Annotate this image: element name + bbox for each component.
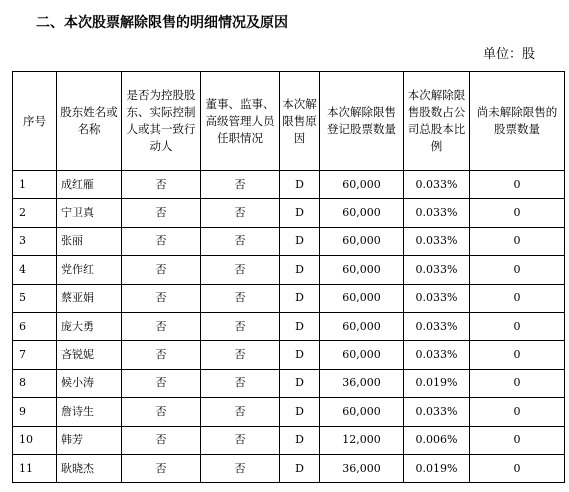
cell-reason: D [280, 199, 320, 227]
table-row [13, 199, 565, 227]
cell-ratio: 0.033% [404, 284, 470, 312]
header-name-label: 股东姓名或名称 [60, 105, 118, 136]
cell-ratio: 0.006% [404, 426, 470, 454]
cell-officer: 否 [201, 312, 280, 340]
table-row [13, 369, 565, 397]
table-row [13, 454, 565, 482]
cell-name: 耿晓杰 [57, 454, 122, 482]
table-row [13, 312, 565, 340]
cell-count: 36,000 [320, 454, 404, 482]
cell-reason: D [280, 227, 320, 255]
cell-controller: 否 [122, 171, 201, 199]
cell-controller: 否 [122, 369, 201, 397]
cell-count: 36,000 [320, 369, 404, 397]
cell-ratio: 0.033% [404, 227, 470, 255]
header-ratio-label: 本次解除限售股数占公司总股本比例 [407, 88, 466, 153]
cell-officer: 否 [201, 398, 280, 426]
cell-controller: 否 [122, 312, 201, 340]
header-name [57, 72, 122, 171]
cell-name: 党作红 [57, 256, 122, 284]
cell-reason: D [280, 454, 320, 482]
cell-reason: D [280, 369, 320, 397]
header-count [320, 72, 404, 171]
cell-seq: 8 [13, 369, 57, 397]
cell-controller: 否 [122, 341, 201, 369]
cell-controller: 否 [122, 454, 201, 482]
cell-officer: 否 [201, 256, 280, 284]
cell-ratio: 0.033% [404, 312, 470, 340]
cell-name: 候小涛 [57, 369, 122, 397]
cell-officer: 否 [201, 426, 280, 454]
cell-remaining: 0 [470, 256, 565, 284]
cell-seq: 9 [13, 398, 57, 426]
cell-count: 60,000 [320, 199, 404, 227]
cell-seq: 1 [13, 171, 57, 199]
cell-officer: 否 [201, 171, 280, 199]
cell-officer: 否 [201, 454, 280, 482]
table-header [13, 72, 565, 171]
cell-officer: 否 [201, 284, 280, 312]
cell-seq: 10 [13, 426, 57, 454]
cell-name: 韩芳 [57, 426, 122, 454]
table-row [13, 284, 565, 312]
table-row [13, 426, 565, 454]
cell-count: 60,000 [320, 312, 404, 340]
cell-reason: D [280, 426, 320, 454]
cell-seq: 2 [13, 199, 57, 227]
cell-ratio: 0.033% [404, 199, 470, 227]
cell-ratio: 0.019% [404, 454, 470, 482]
cell-remaining: 0 [470, 312, 565, 340]
cell-ratio: 0.033% [404, 398, 470, 426]
header-seq [13, 72, 57, 171]
cell-ratio: 0.019% [404, 369, 470, 397]
cell-reason: D [280, 284, 320, 312]
cell-controller: 否 [122, 227, 201, 255]
header-controller [122, 72, 201, 171]
table-row [13, 227, 565, 255]
table-row [13, 341, 565, 369]
header-remaining-label: 尚未解除限售的股票数量 [476, 105, 558, 136]
header-officer [201, 72, 280, 171]
cell-remaining: 0 [470, 398, 565, 426]
cell-remaining: 0 [470, 171, 565, 199]
cell-remaining: 0 [470, 454, 565, 482]
unlock-detail-table [12, 71, 565, 483]
unit-label: 单位：股 [482, 47, 535, 62]
cell-seq: 4 [13, 256, 57, 284]
cell-remaining: 0 [470, 227, 565, 255]
section-heading: 二、本次股票解除限售的明细情况及原因 [36, 15, 288, 31]
cell-seq: 6 [13, 312, 57, 340]
cell-seq: 5 [13, 284, 57, 312]
cell-controller: 否 [122, 256, 201, 284]
cell-name: 宁卫真 [57, 199, 122, 227]
cell-ratio: 0.033% [404, 256, 470, 284]
cell-officer: 否 [201, 227, 280, 255]
cell-count: 12,000 [320, 426, 404, 454]
cell-name: 庞大勇 [57, 312, 122, 340]
cell-seq: 7 [13, 341, 57, 369]
cell-controller: 否 [122, 199, 201, 227]
header-officer-label: 董事、监事、高级管理人员任职情况 [205, 96, 275, 145]
cell-remaining: 0 [470, 284, 565, 312]
cell-reason: D [280, 171, 320, 199]
cell-officer: 否 [201, 341, 280, 369]
cell-ratio: 0.033% [404, 171, 470, 199]
header-reason-label: 本次解限售原因 [282, 96, 317, 145]
header-ratio [404, 72, 470, 171]
header-remaining [470, 72, 565, 171]
cell-reason: D [280, 312, 320, 340]
table-row [13, 256, 565, 284]
header-reason [280, 72, 320, 171]
cell-controller: 否 [122, 284, 201, 312]
cell-remaining: 0 [470, 199, 565, 227]
cell-name: 吝锐妮 [57, 341, 122, 369]
cell-seq: 3 [13, 227, 57, 255]
cell-ratio: 0.033% [404, 341, 470, 369]
cell-count: 60,000 [320, 171, 404, 199]
header-row [13, 72, 565, 171]
header-controller-label: 是否为控股股东、实际控制人或其一致行动人 [126, 88, 196, 153]
table-row [13, 398, 565, 426]
cell-remaining: 0 [470, 426, 565, 454]
cell-seq: 11 [13, 454, 57, 482]
cell-count: 60,000 [320, 227, 404, 255]
cell-name: 詹诗生 [57, 398, 122, 426]
header-count-label: 本次解除限售登记股票数量 [327, 105, 396, 136]
cell-controller: 否 [122, 426, 201, 454]
cell-count: 60,000 [320, 284, 404, 312]
table-body [13, 171, 565, 483]
cell-remaining: 0 [470, 369, 565, 397]
cell-reason: D [280, 341, 320, 369]
cell-officer: 否 [201, 369, 280, 397]
table-row [13, 171, 565, 199]
header-seq-label: 序号 [23, 113, 46, 128]
cell-remaining: 0 [470, 341, 565, 369]
cell-officer: 否 [201, 199, 280, 227]
cell-name: 张丽 [57, 227, 122, 255]
cell-name: 成红雁 [57, 171, 122, 199]
cell-reason: D [280, 398, 320, 426]
cell-count: 60,000 [320, 398, 404, 426]
cell-name: 蔡亚娟 [57, 284, 122, 312]
cell-reason: D [280, 256, 320, 284]
cell-count: 60,000 [320, 256, 404, 284]
cell-count: 60,000 [320, 341, 404, 369]
cell-controller: 否 [122, 398, 201, 426]
